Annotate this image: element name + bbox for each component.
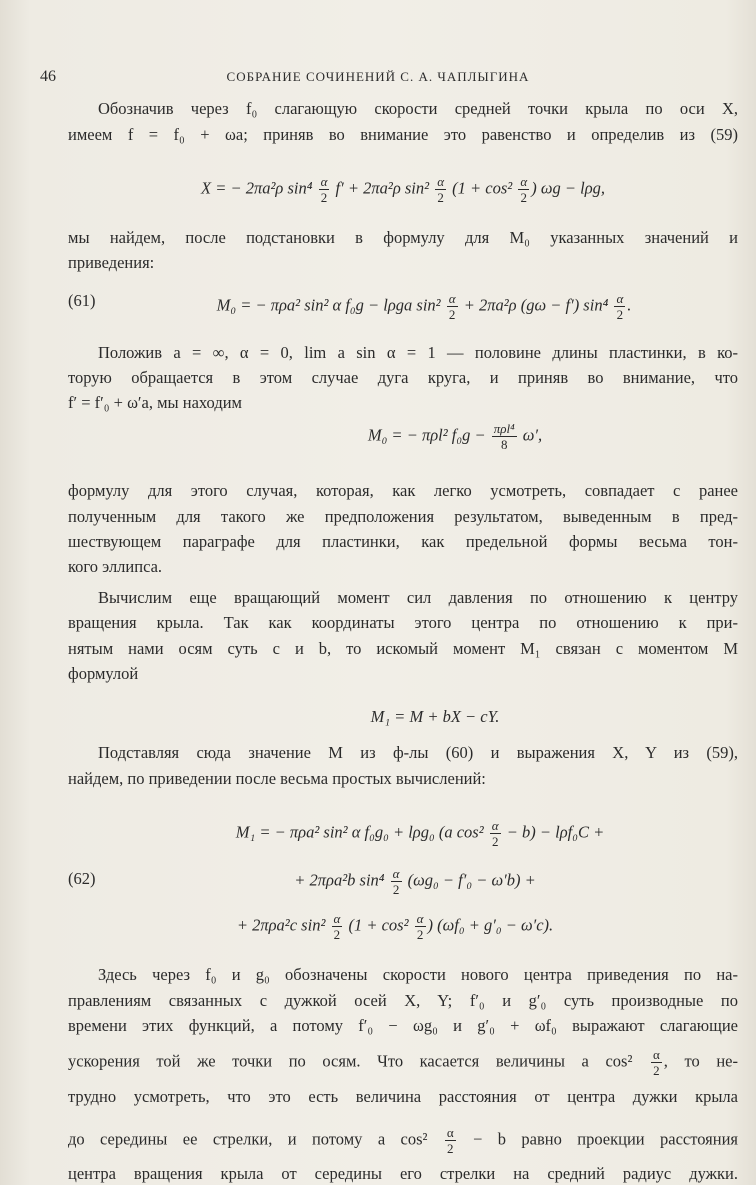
equation-number: (61): [68, 291, 96, 310]
text-segment: Здесь через f₀ и g₀ обозначены скорости нового центра приведения по на-: [98, 965, 738, 984]
text-line: [68, 638, 738, 660]
equation-62-line-1: [85, 818, 755, 849]
equation-x: [68, 174, 738, 205]
text-line: [98, 742, 738, 764]
fraction-denominator: 8: [500, 437, 508, 452]
text-segment: + 2πρa²b sin⁴: [294, 870, 389, 890]
text-line: [68, 531, 738, 553]
fraction: [492, 421, 517, 452]
text-segment: полученным для такого же предположения результатом, выведенным в пред-: [68, 507, 738, 526]
fraction: [415, 911, 426, 942]
equation-62-line-3: [60, 911, 730, 942]
fraction: [332, 911, 343, 942]
text-segment: приведения:: [68, 253, 155, 272]
fraction-denominator: 2: [520, 190, 528, 205]
text-segment: M₀ = − πρl² f₀g −: [367, 425, 490, 445]
text-segment: Вычислим еще вращающий момент сил давления по отношению к центру: [98, 588, 738, 607]
text-segment: трудно усмотреть, что это есть величина расстояния от центра дужки крыла: [68, 1087, 738, 1106]
text-segment: мы найдем, после подстановки в формулу для M₀ указанных значений и: [68, 228, 738, 247]
text-line: [68, 1086, 738, 1108]
fraction: [445, 1125, 456, 1156]
text-line: [68, 990, 738, 1012]
fraction-numerator: α: [491, 818, 499, 833]
fraction-denominator: 2: [616, 307, 624, 322]
fraction: [319, 174, 330, 205]
text-line: [68, 663, 738, 685]
text-line: [98, 98, 738, 120]
fraction: [651, 1047, 662, 1078]
fraction-numerator: α: [437, 174, 445, 189]
fraction-denominator: 2: [447, 1141, 454, 1156]
text-segment: правлениям связанных с дужкой осей X, Y; f′₀ и g′₀ суть производные по: [68, 991, 738, 1010]
fraction: [391, 866, 402, 897]
text-line: [68, 124, 738, 146]
fraction-numerator: α: [520, 174, 528, 189]
text-line: [68, 1125, 738, 1156]
equation-61: [110, 291, 738, 322]
text-segment: + 2πρa²c sin²: [236, 915, 330, 935]
text-line: [68, 768, 738, 790]
text-segment: (1 + cos²: [448, 178, 517, 198]
equation-m0: [120, 421, 756, 452]
text-segment: ) (ωf₀ + g′₀ − ω′c).: [427, 915, 554, 935]
text-segment: , то не-: [663, 1051, 738, 1071]
equation-m1: [100, 706, 756, 728]
text-segment: до середины ее стрелки, и потому a cos²: [68, 1129, 443, 1149]
text-segment: (1 + cos²: [344, 915, 413, 935]
text-segment: центра вращения крыла от середины его стрелки на средний радиус дужки.: [68, 1164, 738, 1183]
equation-number: (62): [68, 869, 96, 888]
fraction-denominator: 2: [491, 834, 499, 849]
fraction-denominator: 2: [416, 927, 424, 942]
text-line: [98, 587, 738, 609]
fraction-denominator: 2: [320, 190, 328, 205]
fraction-denominator: 2: [333, 927, 341, 942]
text-line: [68, 367, 738, 389]
text-segment: Обозначив через f₀ слагающую скорости средней точки крыла по оси X,: [98, 99, 738, 118]
text-segment: найдем, по приведении после весьма простых вычислений:: [68, 769, 486, 788]
text-segment: нятым нами осям суть c и b, то искомый момент M₁ связан с моментом M: [68, 639, 738, 658]
text-segment: Подставляя сюда значение M из ф-лы (60) и выражения X, Y из (59),: [98, 743, 738, 762]
text-segment: M₁ = M + bX − cY.: [370, 707, 500, 726]
page-number: 46: [40, 68, 56, 85]
fraction-denominator: 2: [653, 1063, 660, 1078]
fraction-numerator: α: [448, 291, 456, 306]
fraction-denominator: 2: [448, 307, 456, 322]
text-segment: ω′,: [518, 425, 543, 445]
fraction-denominator: 2: [392, 882, 400, 897]
fraction-numerator: πρl⁴: [493, 421, 515, 436]
text-line: [68, 480, 738, 502]
text-segment: .: [627, 295, 632, 315]
text-line: [68, 252, 738, 274]
text-segment: времени этих функций, а потому f′₀ − ωg₀ и g′₀ + ωf₀ выражают слагающие: [68, 1016, 738, 1035]
fraction: [435, 174, 446, 205]
fraction-numerator: α: [652, 1047, 660, 1062]
fraction: [518, 174, 529, 205]
text-segment: формулой: [68, 664, 139, 683]
text-segment: Положив a = ∞, α = 0, lim a sin α = 1 — половине длины пластинки, в ко-: [98, 343, 738, 362]
text-line: [68, 506, 738, 528]
equation-62-line-2: [80, 866, 750, 897]
fraction-numerator: α: [616, 291, 624, 306]
text-segment: M₁ = − πρa² sin² α f₀g₀ + lρg₀ (a cos²: [235, 822, 488, 842]
text-line: [68, 556, 738, 578]
text-segment: + 2πa²ρ (gω − f′) sin⁴: [459, 295, 613, 315]
text-segment: − b равно проекции расстояния: [457, 1129, 738, 1149]
text-line: [68, 1015, 738, 1037]
running-title: СОБРАНИЕ СОЧИНЕНИЙ С. А. ЧАПЛЫГИНА: [226, 69, 530, 84]
text-segment: (ωg₀ − f′₀ − ω′b) +: [403, 870, 536, 890]
text-line: [68, 1047, 738, 1078]
fraction: [614, 291, 625, 322]
text-segment: шествующем параграфе для пластинки, как предельной формы весьма тон-: [68, 532, 738, 551]
text-line: [68, 1163, 738, 1185]
text-segment: X = − 2πa²ρ sin⁴: [200, 178, 317, 198]
text-line: [98, 964, 738, 986]
text-segment: вращения крыла. Так как координаты этого центра по отношению к при-: [68, 613, 738, 632]
text-segment: имеем f = f₀ + ωa; приняв во внимание это равенство и определив из (59): [68, 125, 738, 144]
text-line: [98, 342, 738, 364]
text-line: [68, 612, 738, 634]
fraction-numerator: α: [392, 866, 400, 881]
fraction-numerator: α: [446, 1125, 454, 1140]
fraction-numerator: α: [416, 911, 424, 926]
text-line: [68, 392, 738, 414]
text-segment: формулу для этого случая, которая, как легко усмотреть, совпадает с ранее: [68, 481, 738, 500]
fraction-denominator: 2: [437, 190, 444, 205]
fraction: [447, 291, 458, 322]
text-line: [68, 227, 738, 249]
text-segment: M₀ = − πρa² sin² α f₀g − lρga sin²: [216, 295, 445, 315]
text-segment: f′ = f′₀ + ω′a, мы находим: [68, 393, 242, 412]
text-segment: − b) − lρf₀C +: [502, 822, 605, 842]
text-segment: f′ + 2πa²ρ sin²: [331, 178, 434, 198]
fraction-numerator: α: [320, 174, 328, 189]
text-segment: кого эллипса.: [68, 557, 163, 576]
text-segment: ускорения той же точки по осям. Что касается величины a cos²: [68, 1051, 649, 1071]
text-segment: ) ωg − lρg,: [531, 178, 605, 198]
text-segment: торую обращается в этом случае дуга круга, и приняв во внимание, что: [68, 368, 738, 387]
fraction: [490, 818, 501, 849]
fraction-numerator: α: [333, 911, 341, 926]
